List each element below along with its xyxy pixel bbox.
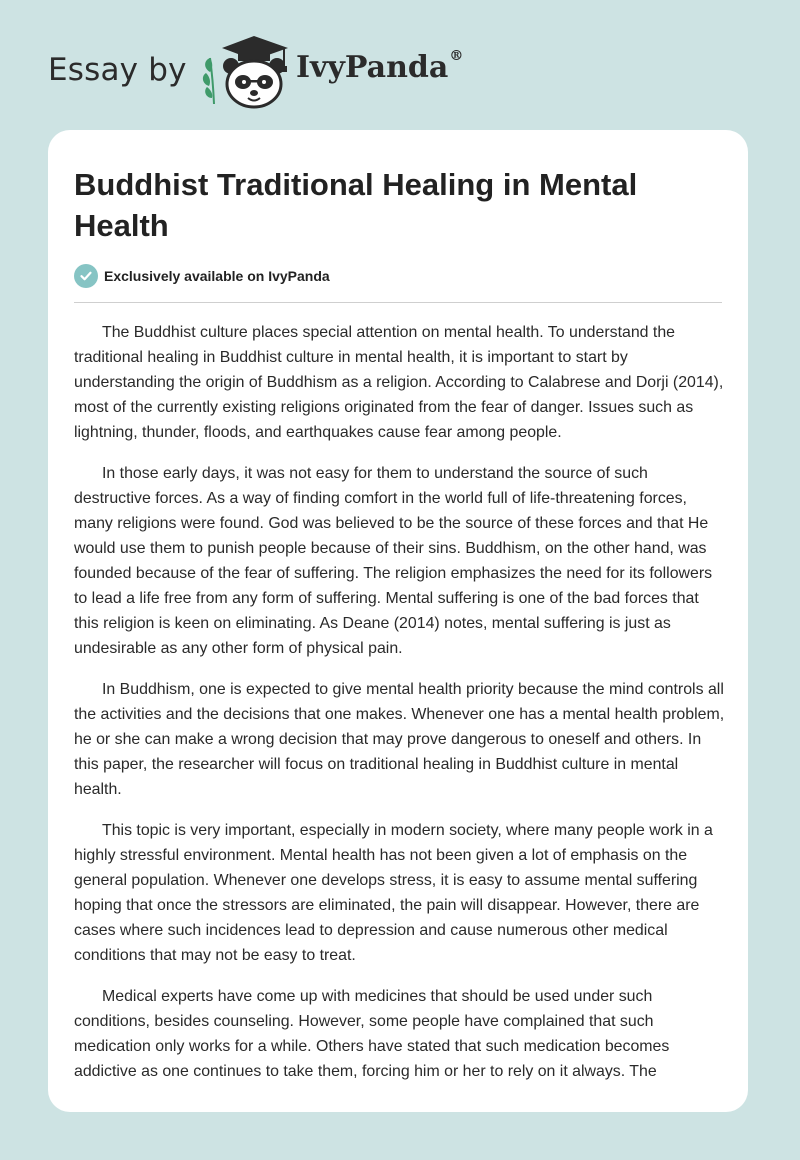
exclusive-label: Exclusively available on IvyPanda: [104, 268, 330, 284]
check-icon: [74, 264, 98, 288]
essay-body: [74, 320, 726, 1100]
exclusive-badge: [74, 264, 330, 288]
essay-by-label: Essay by: [48, 52, 187, 88]
divider: [74, 302, 722, 303]
paragraph: In Buddhism, one is expected to give mental health priority because the mind controls all the activities and the decisions that one makes. Whenever one has a mental health problem, he or she can make a wrong decision that may prove dangerous to oneself and others. In this paper, the researcher will focus on traditional healing in Buddhist culture in mental health.: [74, 681, 725, 798]
paragraph: The Buddhist culture places special attention on mental health. To understand the traditional healing in Buddhist culture in mental health, it is important to start by understanding the origin of Buddhism as a religion. According to Calabrese and Dorji (2014), most of the currently existing religions originated from the fear of danger. Issues such as lightning, thunder, floods, and earthquakes cause fear among people.: [74, 324, 724, 441]
paragraph: In those early days, it was not easy for them to understand the source of such destructive forces. As a way of finding comfort in the world full of life-threatening forces, many religions were found. God was believed to be the source of these forces and that He would use them to punish people because of their sins. Buddhism, on the other hand, was founded because of the fear of suffering. The religion emphasizes the need for its followers to lead a life free from any form of suffering. Mental suffering is one of the bad forces that this religion is keen on eliminating. As Deane (2014) notes, mental suffering is just as undesirable as any other form of physical pain.: [74, 465, 713, 657]
registered-mark: ®: [449, 48, 464, 64]
site-header: [0, 0, 800, 130]
paragraph: This topic is very important, especially in modern society, where many people work in a highly stressful environment. Mental health has not been given a lot of emphasis on the general population. Whenever one develops stress, it is easy to assume mental suffering hoping that once the stressors are eliminated, the pain will disappear. However, there are cases where such incidences lead to depression and cause numerous other medical conditions that may not be easy to treat.: [74, 822, 713, 964]
panda-logo-icon[interactable]: [200, 34, 292, 110]
paragraph: Medical experts have come up with medicines that should be used under such conditions, besides counseling. However, some people have complained that such medication only works for a while. Others have stated that such medication becomes addictive as one continues to take them, forcing him or her to rely on it always. The: [74, 988, 670, 1080]
page-title: Buddhist Traditional Healing in Mental Health: [74, 167, 638, 243]
brand-name[interactable]: IvyPanda®: [296, 48, 464, 85]
essay-card: [48, 130, 748, 1112]
